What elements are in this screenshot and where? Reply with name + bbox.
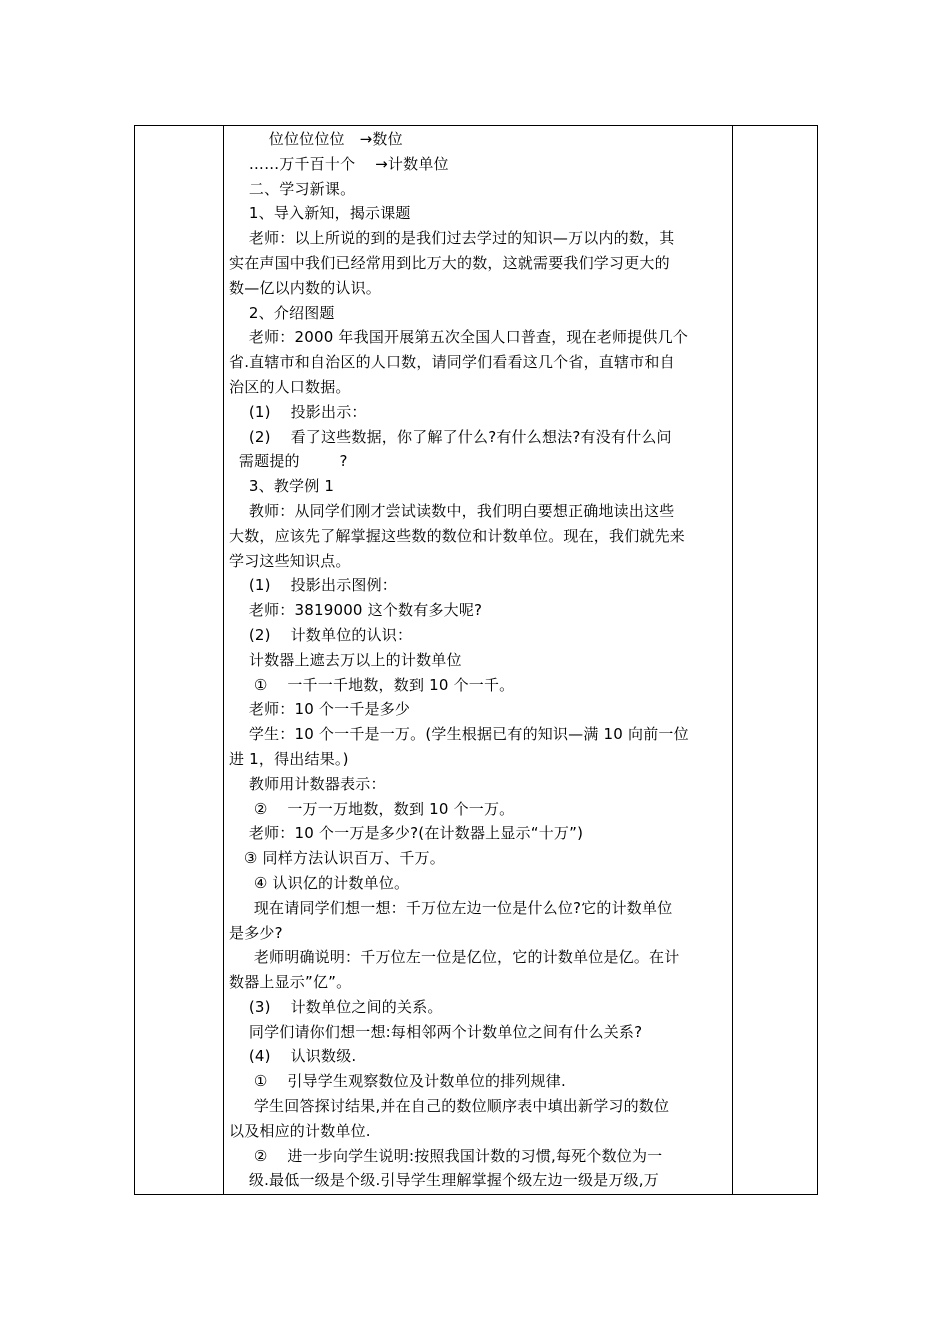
content-line: 数器上显示”亿”。 [229,973,352,992]
content-line: (4) 认识数级. [229,1047,357,1066]
right-empty-cell [732,126,818,1194]
content-line: 教师用计数器表示： [229,774,386,793]
content-line: 治区的人口数据。 [229,377,351,396]
content-line: 大数，应该先了解掌握这些数的数位和计数单位。现在，我们就先来 [229,526,686,545]
content-line: 学生：10 个一千是一万。(学生根据已有的知识—满 10 向前一位 [229,725,689,744]
content-line: 是多少? [229,923,283,942]
content-line: (3) 计数单位之间的关系。 [229,997,443,1016]
lesson-table [134,125,818,1195]
content-line: 需题提的 ? [229,452,348,471]
content-line: ④ 认识亿的计数单位。 [229,873,410,892]
content-line: 二、学习新课。 [229,179,356,198]
content-line: ② 进一步向学生说明:按照我国计数的习惯,每死个数位为一 [229,1146,663,1165]
content-line: 同学们请你们想一想:每相邻两个计数单位之间有什么关系? [229,1022,643,1041]
lesson-content-cell [229,126,728,1195]
content-line: 2、介绍图题 [229,303,335,322]
content-line: 老师明确说明：千万位左一位是亿位，它的计数单位是亿。在计 [229,948,680,967]
content-line: (2) 计数单位的认识： [229,625,413,644]
content-line: ……万千百十个 →计数单位 [229,154,449,173]
content-line: 实在声国中我们已经常用到比万大的数，这就需要我们学习更大的 [229,253,670,272]
content-line: 进 1，得出结果。) [229,749,349,768]
content-line: 位位位位位 →数位 [229,130,403,148]
content-line: ① 引导学生观察数位及计数单位的排列规律. [229,1072,566,1091]
left-empty-cell [135,126,223,1194]
column-divider-left [223,126,224,1194]
content-line: 学习这些知识点。 [229,551,351,570]
content-line: (1) 投影出示图例： [229,576,397,595]
content-line: 老师：10 个一千是多少 [229,700,411,719]
content-line: 以及相应的计数单位. [229,1121,371,1140]
content-line: 计数器上遮去万以上的计数单位 [229,650,462,669]
content-line: 级.最低一级是个级.引导学生理解掌握个级左边一级是万级,万 [229,1171,659,1190]
content-line: 学生回答探讨结果,并在自己的数位顺序表中填出新学习的数位 [229,1097,670,1116]
content-line: (1) 投影出示： [229,402,367,421]
content-line: 数—亿以内数的认识。 [229,278,382,297]
content-line: (2) 看了这些数据，你了解了什么?有什么想法?有没有什么问 [229,427,672,446]
content-line: 老师：10 个一万是多少?(在计数器上显示“十万”) [229,824,584,843]
content-line: 老师：3819000 这个数有多大呢? [229,601,483,620]
content-line: 省.直辖市和自治区的人口数，请同学们看看这几个省，直辖市和自 [229,353,675,372]
content-line: 老师：2000 年我国开展第五次全国人口普查，现在老师提供几个 [229,328,689,347]
content-line: 教师：从同学们刚才尝试读数中，我们明白要想正确地读出这些 [229,501,675,520]
content-line: ① 一千一千地数，数到 10 个一千。 [229,675,515,694]
content-line: 3、教学例 1 [229,477,335,496]
content-line: 1、导入新知，揭示课题 [229,204,411,223]
content-line: 老师：以上所说的到的是我们过去学过的知识—万以内的数，其 [229,229,675,248]
content-line: ③ 同样方法认识百万、千万。 [229,849,445,868]
content-line: ② 一万一万地数，数到 10 个一万。 [229,799,515,818]
content-line: 现在请同学们想一想：千万位左边一位是什么位?它的计数单位 [229,898,673,917]
